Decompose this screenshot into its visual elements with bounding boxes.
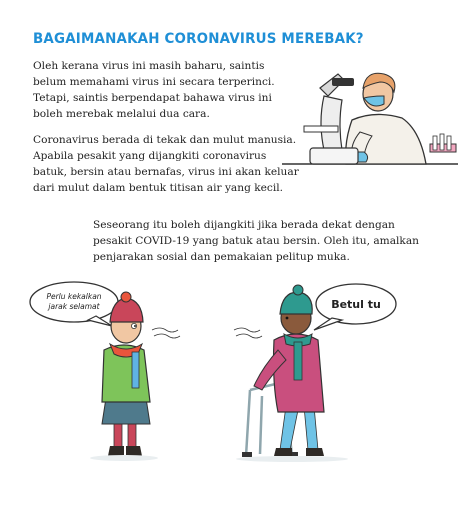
paragraph-3 xyxy=(93,217,419,265)
paragraph-1 xyxy=(33,58,275,122)
paragraph-3-line: Seseorang itu boleh dijangkiti jika berada dekat dengan xyxy=(93,219,395,231)
paragraph-3-line: penjarakan sosial dan pemakaian pelitup muka. xyxy=(93,251,350,263)
paragraph-1-line: Oleh kerana virus ini masih baharu, saintis xyxy=(33,60,265,72)
paragraph-2-line: Apabila pesakit yang dijangkiti coronavirus xyxy=(33,150,267,162)
paragraph-2-line: Coronavirus berada di tekak dan mulut manusia. xyxy=(33,134,297,146)
scientist-microscope-illustration xyxy=(280,52,460,177)
paragraph-1-line: boleh merebak melalui dua cara. xyxy=(33,108,210,120)
paragraph-2 xyxy=(33,132,299,196)
paragraph-2-line: dari mulut dalam bentuk titisan air yang kecil. xyxy=(33,182,283,194)
paragraph-1-line: Tetapi, saintis berpendapat bahawa virus ini xyxy=(33,92,272,104)
girl-scarf-illustration xyxy=(26,280,206,465)
paragraph-3-line: pesakit COVID-19 yang batuk atau bersin. Oleh itu, amalkan xyxy=(93,235,419,247)
man-walker-illustration xyxy=(232,278,442,468)
speech-left-line-2: jarak selamat xyxy=(48,302,100,311)
paragraph-2-line: batuk, bersin atau bernafas, virus ini akan keluar xyxy=(33,166,299,178)
speech-left-line-1: Perlu kekalkan xyxy=(46,292,102,301)
page-heading: BAGAIMANAKAH CORONAVIRUS MEREBAK? xyxy=(33,30,364,47)
paragraph-1-line: belum memahami virus ini secara terperinci. xyxy=(33,76,275,88)
speech-right-text: Betul tu xyxy=(331,298,381,311)
